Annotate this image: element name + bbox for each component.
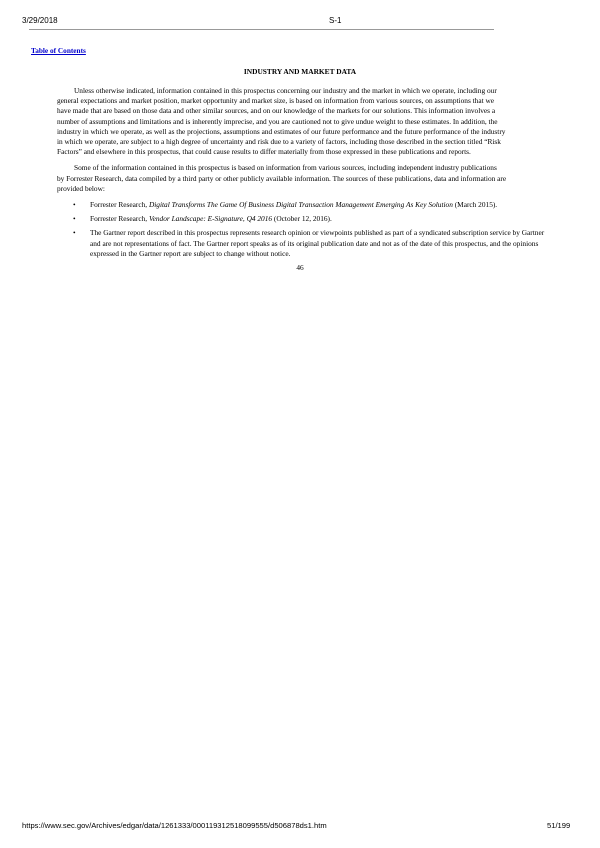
list-item <box>57 214 547 224</box>
item-text: Forrester Research, <box>90 214 149 224</box>
bullet-icon: • <box>73 214 76 224</box>
paragraph-sources <box>57 163 547 194</box>
footer-url: https://www.sec.gov/Archives/edgar/data/1261333/000119312518099555/d506878ds1.htm <box>22 821 327 830</box>
text-line: provided below: <box>57 183 105 193</box>
header-title: S-1 <box>329 16 342 25</box>
text-line: by Forrester Research, data compiled by a third party or other publicly available information. The sources of these publications, data and information are <box>57 173 507 183</box>
document-body <box>57 86 547 273</box>
page-number: 46 <box>296 263 304 273</box>
section-title: INDUSTRY AND MARKET DATA <box>243 67 357 76</box>
table-of-contents-link[interactable]: Table of Contents <box>31 46 86 55</box>
text-line: Unless otherwise indicated, information contained in this prospectus concerning our industry and the market in which we operate, including our <box>74 86 497 95</box>
list-item <box>57 200 547 210</box>
paragraph-industry-data <box>57 86 547 157</box>
item-date: (March 2015). <box>452 200 498 210</box>
header-date: 3/29/2018 <box>22 16 58 25</box>
text-line: number of assumptions and limitations and is inherently imprecise, and you are cautioned not to give undue weight to these estimates. In addition, the <box>57 116 498 126</box>
text-line: have made that are based on those data and other similar sources, and on our knowledge of the markets for our solutions. This information involves a <box>57 106 496 116</box>
sources-list <box>57 200 547 259</box>
item-date: (October 12, 2016). <box>272 214 332 224</box>
text-line: industry in which we operate, as well as the projections, assumptions and estimates of our future performance and the future performance of the industry <box>57 126 506 136</box>
bullet-icon: • <box>73 200 76 210</box>
text-line: Factors” and elsewhere in this prospectus, that could cause results to differ materially from those expressed in these publications and reports. <box>57 147 471 157</box>
item-text: Forrester Research, <box>90 200 149 210</box>
list-item <box>57 228 547 259</box>
text-line: Some of the information contained in this prospectus is based on information from various sources, including independent industry publications <box>74 163 497 173</box>
text-line: in which we operate, are subject to a high degree of uncertainty and risk due to a variety of factors, including those described in the section titled “Risk <box>57 137 501 147</box>
text-line: general expectations and market position, market opportunity and market size, is based on information from various sources, on assumptions that we <box>57 96 495 106</box>
item-title: Vendor Landscape: E-Signature, Q4 2016 <box>148 214 273 224</box>
header-divider <box>29 29 494 30</box>
bullet-icon: • <box>73 228 76 238</box>
item-title: Digital Transforms The Game Of Business Digital Transaction Management Emerging As Key Solution <box>148 200 453 210</box>
footer-page-count: 51/199 <box>547 821 571 830</box>
item-text: The Gartner report described in this prospectus represents research opinion or viewpoints published as part of a syndicated subscription service by Gartner and are not representations of fact. The Gartner report speaks as of its original publication date and not as of the date of this prospectus, and the opinions expressed in the Gartner report are subject to change without notice. <box>90 228 545 258</box>
